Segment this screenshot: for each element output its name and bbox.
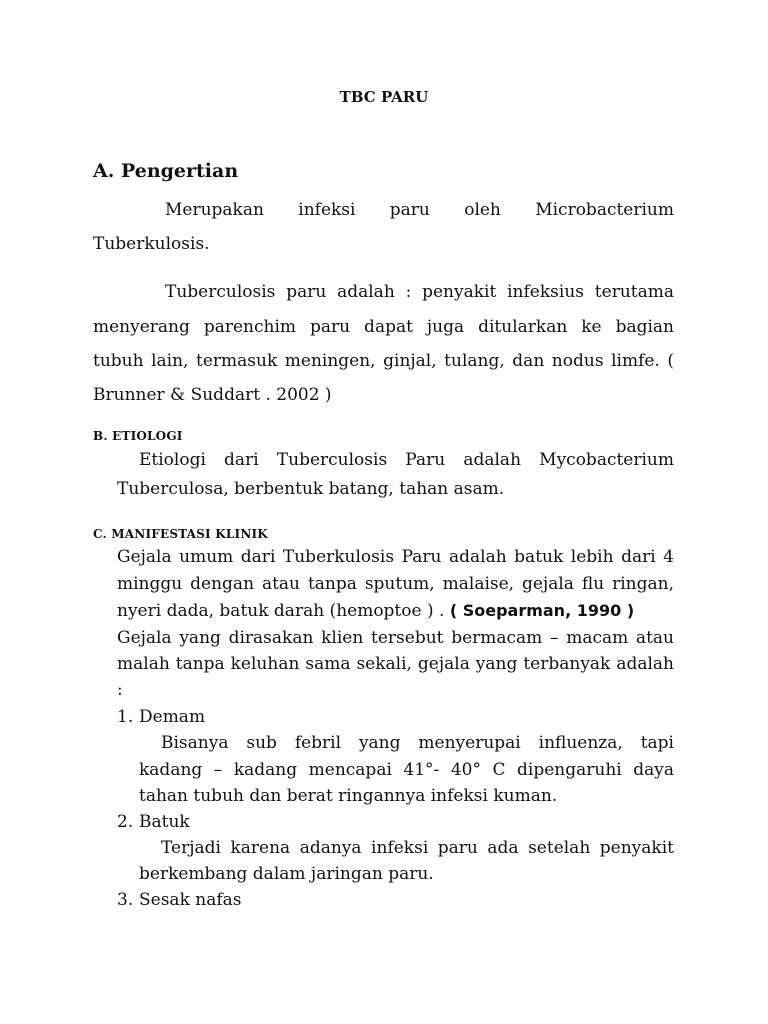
list-item-3-number: 3. [117,890,134,910]
citation-soeparman: ( Soeparman, 1990 ) [449,601,635,620]
section-a-heading: A. Pengertian [93,160,239,182]
section-a-p1-line1: Merupakan infeksi paru oleh Microbacterium [165,200,674,220]
list-item-1-desc-line1: Bisanya sub febril yang menyerupai influenza, tapi [161,733,674,753]
section-a-p2-line2: menyerang parenchim paru dapat juga ditularkan ke bagian [93,317,674,337]
section-a-p2-line1: Tuberculosis paru adalah : penyakit infeksius terutama [165,282,674,302]
section-a-p2-line4: Brunner & Suddart . 2002 ) [93,385,332,405]
section-b-heading: B. ETIOLOGI [93,429,183,443]
list-item-3-label: Sesak nafas [139,890,242,910]
section-a-p2-line3: tubuh lain, termasuk meningen, ginjal, tulang, dan nodus limfe. ( [93,351,674,371]
section-b-line2: Tuberculosa, berbentuk batang, tahan asam. [117,479,505,499]
list-item-2-number: 2. [117,812,134,832]
section-c-line1: Gejala umum dari Tuberkulosis Paru adalah batuk lebih dari 4 [117,547,674,567]
document-title: TBC PARU [339,88,429,106]
section-c-line5: malah tanpa keluhan sama sekali, gejala yang terbanyak adalah [117,654,674,674]
list-item-1-number: 1. [117,707,134,727]
section-c-line3 [117,601,634,621]
section-a-p1-line2: Tuberkulosis. [93,234,210,254]
list-item-2-desc-line1: Terjadi karena adanya infeksi paru ada setelah penyakit [161,838,674,858]
list-item-2-desc-line2: berkembang dalam jaringan paru. [139,864,434,884]
section-c-line4: Gejala yang dirasakan klien tersebut bermacam – macam atau [117,628,674,648]
list-item-1-desc-line2: kadang – kadang mencapai 41°- 40° C dipengaruhi daya [139,760,674,780]
section-c-line6: : [117,680,123,700]
list-item-1-desc-line3: tahan tubuh dan berat ringannya infeksi kuman. [139,786,558,806]
section-c-heading: C. MANIFESTASI KLINIK [93,527,268,541]
list-item-2-label: Batuk [139,812,190,832]
section-b-line1: Etiologi dari Tuberculosis Paru adalah Mycobacterium [139,450,674,470]
list-item-1-label: Demam [139,707,206,727]
section-c-line2: minggu dengan atau tanpa sputum, malaise, gejala flu ringan, [117,574,674,594]
section-c-line3-text: nyeri dada, batuk darah (hemoptoe ) . [117,601,450,621]
